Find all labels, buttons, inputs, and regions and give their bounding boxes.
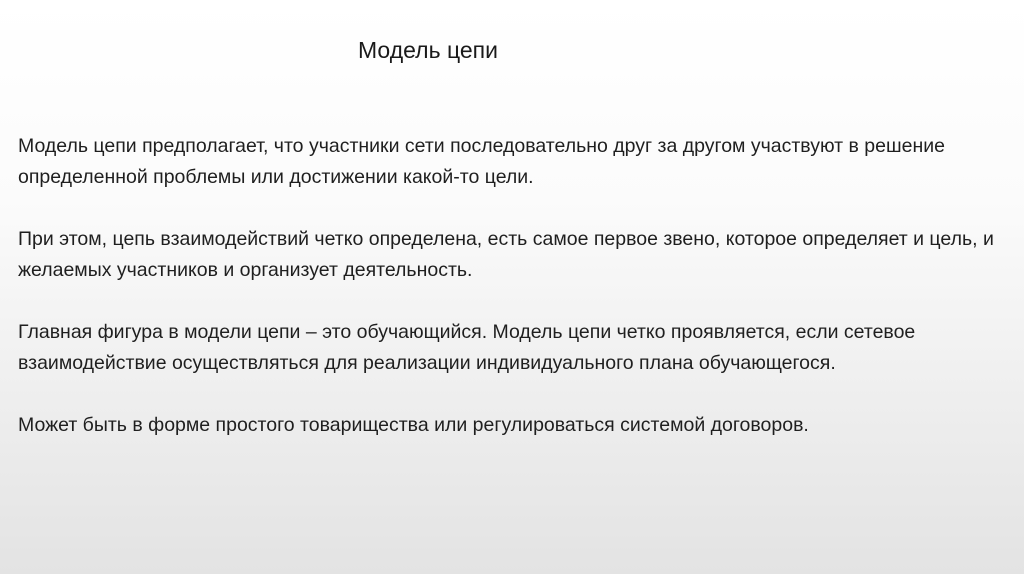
slide-body xyxy=(18,131,1018,441)
paragraph-interaction-chain: При этом, цепь взаимодействий четко определена, есть самое первое звено, которое определяет и цель, и желаемых участников и организует деятельность. xyxy=(18,228,994,281)
slide-title: Модель цепи xyxy=(358,37,498,63)
paragraph-main-figure: Главная фигура в модели цепи – это обучающийся. Модель цепи четко проявляется, если сетевое взаимодействие осуществляться для реализации индивидуального плана обучающегося. xyxy=(18,321,916,374)
paragraph-form: Может быть в форме простого товарищества или регулироваться системой договоров. xyxy=(18,414,809,436)
paragraph-chain-definition: Модель цепи предполагает, что участники сети последовательно друг за другом участвуют в решение определенной проблемы или достижении какой-то цели. xyxy=(18,135,945,188)
